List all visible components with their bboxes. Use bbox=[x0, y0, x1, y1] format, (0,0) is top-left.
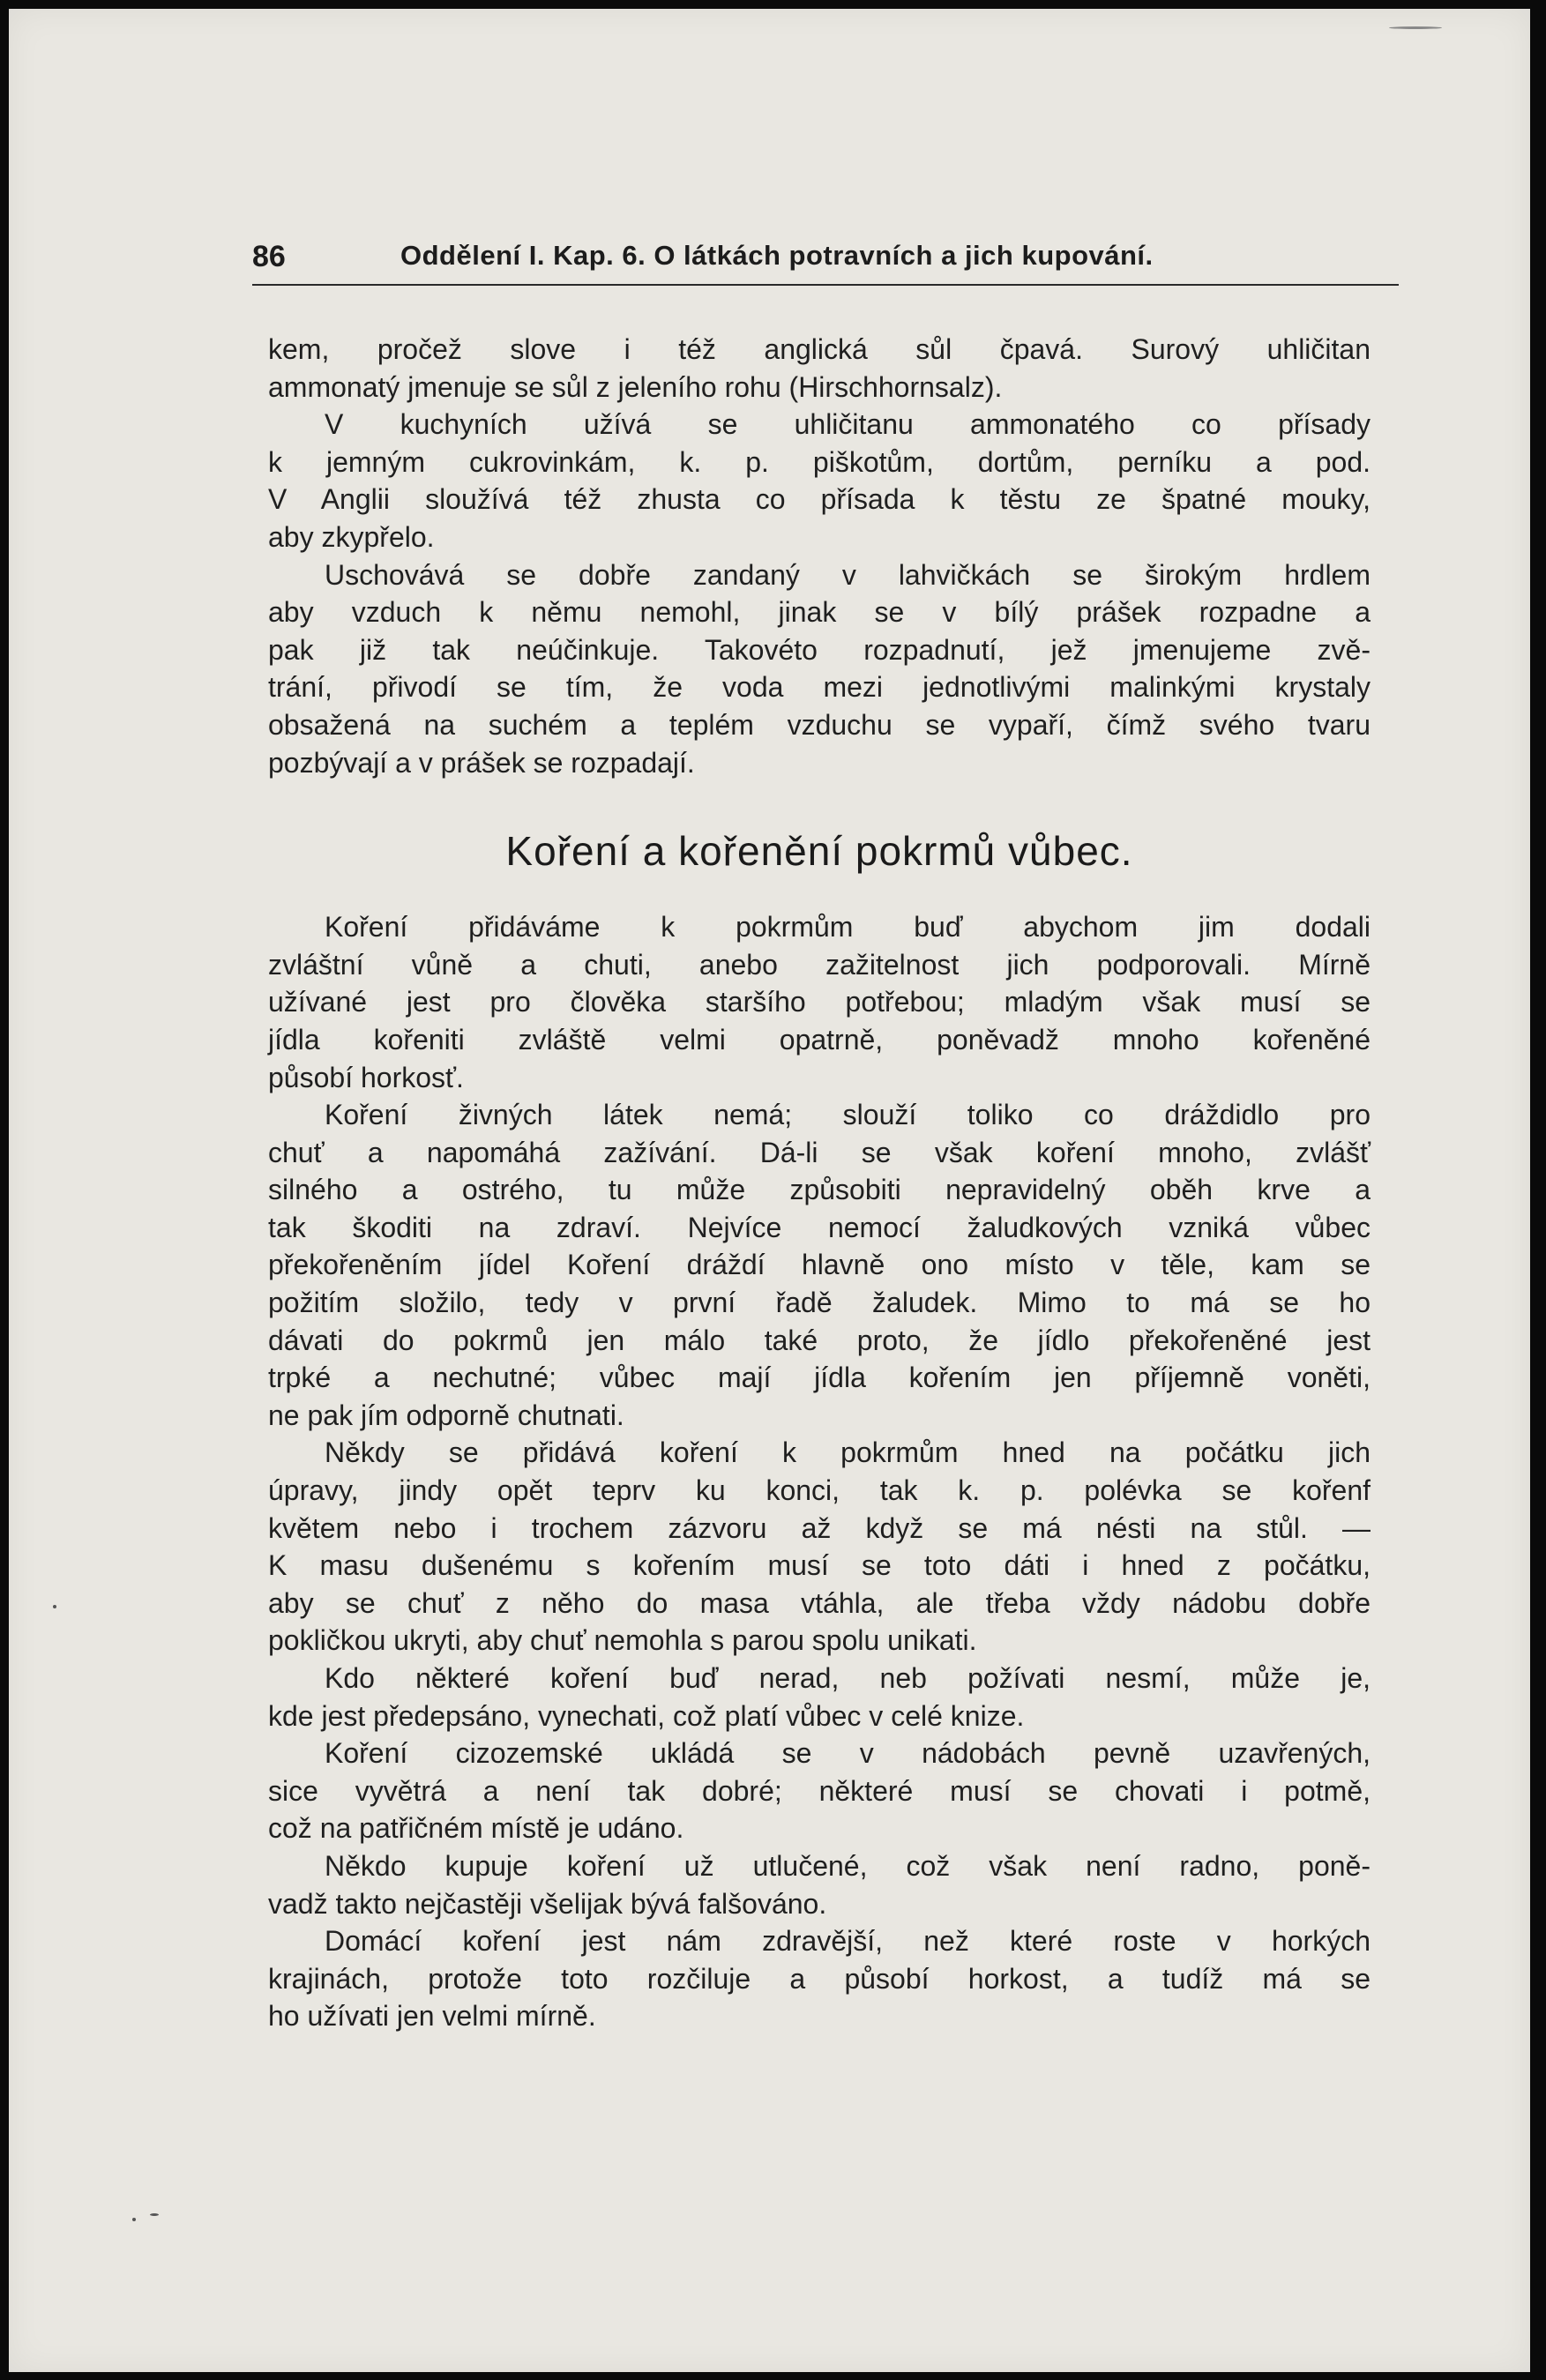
text-line: Někdo kupuje koření už utlučené, což však není radno, poně- bbox=[325, 1849, 1370, 1882]
text-line: aby vzduch k němu nemohl, jinak se v bílý prášek rozpadne a bbox=[268, 596, 1370, 629]
text-line: obsažená na suchém a teplém vzduchu se vypaří, čímž svého tvaru bbox=[268, 708, 1370, 741]
text-line: Koření živných látek nemá; slouží toliko co dráždidlo pro bbox=[325, 1099, 1370, 1131]
text-line: užívané jest pro člověka staršího potřebou; mladým však musí se bbox=[268, 986, 1370, 1018]
text-line: pokličkou ukryti, aby chuť nemohla s parou spolu unikati. bbox=[268, 1624, 977, 1657]
text-line: květem nebo i trochem zázvoru až když se má nésti na stůl. — bbox=[268, 1511, 1370, 1544]
text-line: dávati do pokrmů jen málo také proto, že jídlo překořeněné jest bbox=[268, 1324, 1370, 1356]
text-line: k jemným cukrovinkám, k. p. piškotům, dortům, perníku a pod. bbox=[268, 445, 1370, 478]
text-line: Uschovává se dobře zandaný v lahvičkách se širokým hrdlem bbox=[325, 558, 1370, 591]
book-page bbox=[9, 9, 1530, 2372]
text-line: aby zkypřelo. bbox=[268, 520, 435, 553]
scan-speck bbox=[1389, 26, 1442, 29]
text-line: K masu dušenému s kořením musí se toto dáti i hned z počátku, bbox=[268, 1549, 1370, 1582]
section-body bbox=[268, 908, 1370, 2035]
text-line: Koření cizozemské ukládá se v nádobách pevně uzavřených, bbox=[325, 1737, 1370, 1770]
text-line: silného a ostrého, tu může způsobiti nepravidelný oběh krve a bbox=[268, 1174, 1370, 1206]
text-line: ammonatý jmenuje se sůl z jeleního rohu (Hirschhornsalz). bbox=[268, 370, 1003, 403]
text-line: Koření přidáváme k pokrmům buď abychom jim dodali bbox=[325, 911, 1370, 944]
running-title: Oddělení I. Kap. 6. O látkách potravních a jich kupování. bbox=[400, 240, 1154, 271]
text-line: ho užívati jen velmi mírně. bbox=[268, 2000, 596, 2033]
text-line: Kdo některé koření buď nerad, neb požívati nesmí, může je, bbox=[325, 1662, 1370, 1694]
text-line: trpké a nechutné; vůbec mají jídla kořením jen příjemně voněti, bbox=[268, 1362, 1370, 1394]
text-line: V Anglii sloužívá též zhusta co přísada k těstu ze špatné mouky, bbox=[268, 483, 1370, 516]
header-rule bbox=[252, 284, 1399, 286]
text-line: krajinách, protože toto rozčiluje a působí horkost, a tudíž má se bbox=[268, 1962, 1370, 1995]
text-line: kde jest předepsáno, vynechati, což platí vůbec v celé knize. bbox=[268, 1699, 1025, 1732]
text-line: požitím složilo, tedy v první řadě žaludek. Mimo to má se ho bbox=[268, 1287, 1370, 1319]
page-text bbox=[268, 331, 1370, 2035]
intro-block bbox=[268, 331, 1370, 781]
section-title: Koření a kořenění pokrmů vůbec. bbox=[505, 828, 1133, 875]
scan-speck bbox=[150, 2213, 159, 2216]
text-line: tak škoditi na zdraví. Nejvíce nemocí žaludkových vzniká vůbec bbox=[268, 1211, 1370, 1243]
text-line: pak již tak neúčinkuje. Takovéto rozpadnutí, jež jmenujeme zvě- bbox=[268, 633, 1370, 666]
text-line: úpravy, jindy opět teprv ku konci, tak k. p. polévka se kořenf bbox=[268, 1474, 1370, 1507]
text-line: ne pak jím odporně chutnati. bbox=[268, 1399, 624, 1431]
text-line: působí horkosť. bbox=[268, 1061, 464, 1093]
text-line: vadž takto nejčastěji všelijak bývá falšováno. bbox=[268, 1887, 827, 1920]
text-line: kem, pročež slove i též anglická sůl čpavá. Surový uhličitan bbox=[268, 333, 1370, 365]
text-line: Někdy se přidává koření k pokrmům hned na počátku jich bbox=[325, 1436, 1370, 1469]
text-line: jídla kořeniti zvláště velmi opatrně, poněvadž mnoho kořeněné bbox=[268, 1023, 1370, 1056]
text-line: sice vyvětrá a není tak dobré; některé musí se chovati i potmě, bbox=[268, 1774, 1370, 1807]
text-line: pozbývají a v prášek se rozpadají. bbox=[268, 746, 695, 779]
scan-speck bbox=[132, 2218, 136, 2221]
page-number: 86 bbox=[252, 240, 286, 273]
text-line: aby se chuť z něho do masa vtáhla, ale třeba vždy nádobu dobře bbox=[268, 1586, 1370, 1619]
text-line: trání, přivodí se tím, že voda mezi jednotlivými malinkými krystaly bbox=[268, 671, 1370, 704]
text-line: což na patřičném místě je udáno. bbox=[268, 1812, 684, 1845]
text-line: chuť a napomáhá zažívání. Dá-li se však koření mnoho, zvlášť bbox=[268, 1136, 1370, 1168]
text-line: Domácí koření jest nám zdravější, než které roste v horkých bbox=[325, 1925, 1370, 1958]
text-line: V kuchyních užívá se uhličitanu ammonatého co přísady bbox=[325, 408, 1370, 441]
scan-speck bbox=[53, 1605, 56, 1608]
text-line: překořeněním jídel Koření dráždí hlavně ono místo v těle, kam se bbox=[268, 1249, 1370, 1281]
text-line: zvláštní vůně a chuti, anebo zažitelnost jich podporovali. Mírně bbox=[268, 948, 1370, 981]
